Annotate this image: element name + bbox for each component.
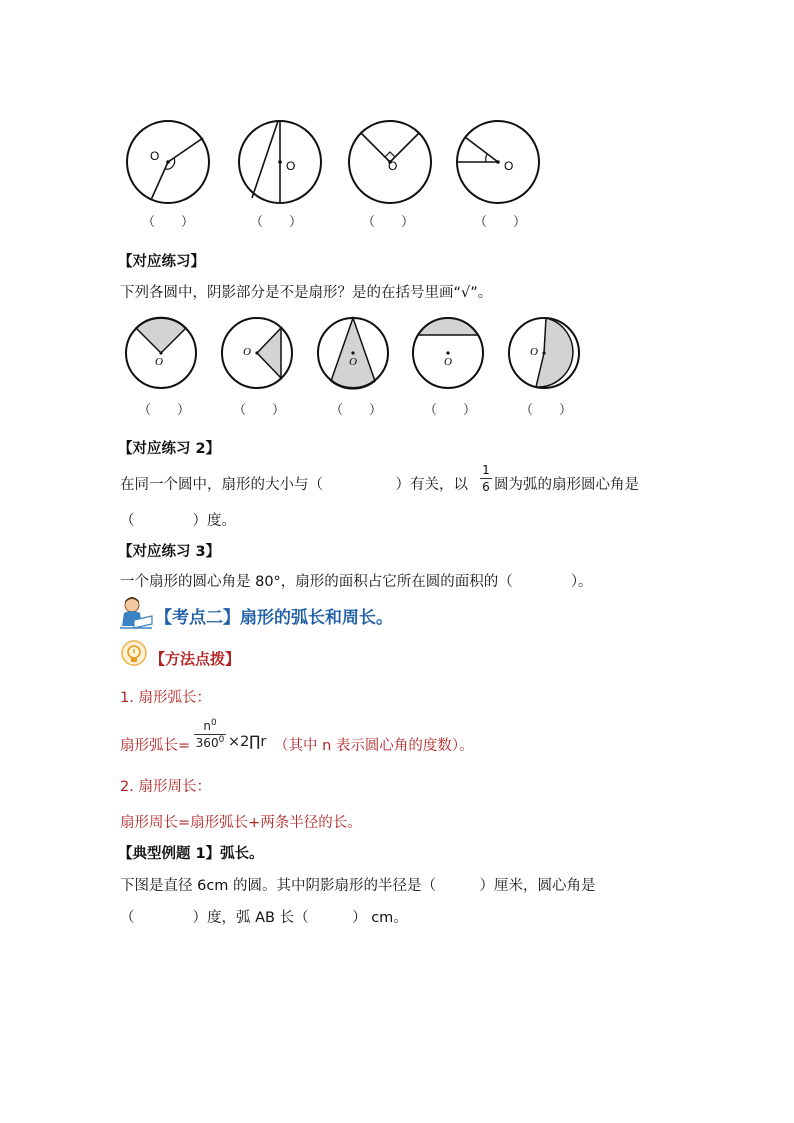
shaded-blank-3[interactable]: （ ） (330, 403, 383, 418)
fraction-numerator: 1 (482, 463, 490, 477)
exercise2-line2 (120, 509, 236, 530)
center-label: O (243, 346, 251, 358)
shaded-circle-2 (219, 315, 295, 391)
exercise3-answer-gap[interactable] (513, 574, 571, 590)
circle-figure-4 (454, 118, 542, 206)
example1-answer-gap-1[interactable] (436, 878, 480, 894)
shaded-blank-5[interactable]: （ ） (520, 403, 573, 418)
exercise-heading: 【对应练习】 (118, 254, 205, 270)
answer-blank-3[interactable]: （ ） (362, 215, 415, 230)
example1-text-line2-a: （ (120, 910, 135, 926)
exercise2-heading: 【对应练习 2】 (118, 441, 221, 457)
example1-text-a: 下图是直径 6cm 的圆。其中阴影扇形的半径是（ (120, 878, 437, 894)
example1-line2 (120, 906, 408, 927)
shaded-blank-2[interactable]: （ ） (233, 403, 286, 418)
exercise3-text-b: ）。 (570, 574, 593, 590)
shaded-circle-3 (315, 315, 391, 391)
exercise2-text-c: 圆为弧的扇形圆心角是 (494, 477, 639, 493)
circle-figure-2 (236, 118, 324, 206)
circle-figure-3 (346, 118, 434, 206)
shaded-circle-5 (506, 315, 582, 391)
answer-blank-1[interactable]: （ ） (142, 215, 195, 230)
kaodian2-title: 【考点二】扇形的弧长和周长。 (155, 608, 393, 628)
exercise2-text-line2-b: ）度。 (192, 513, 236, 529)
method-heading: 【方法点拨】 (150, 650, 241, 668)
formula-denominator-sup: 0 (218, 735, 225, 745)
answer-blank-2[interactable]: （ ） (250, 215, 303, 230)
exercise3-text-a: 一个扇形的圆心角是 80°，扇形的面积占它所在圆的面积的（ (120, 574, 513, 590)
method-item1-title: 1. 扇形弧长： (120, 690, 211, 706)
formula-denominator (194, 737, 226, 749)
exercise-instruction: 下列各圆中，阴影部分是不是扇形？是的在括号里画“√”。 (120, 285, 493, 301)
center-label: O (388, 159, 398, 173)
formula-fraction (194, 720, 226, 749)
method-item2-title: 2. 扇形周长： (120, 779, 211, 795)
example1-line1 (120, 874, 596, 895)
center-label: O (530, 346, 538, 358)
exercise3-heading: 【对应练习 3】 (118, 544, 221, 560)
shaded-blank-4[interactable]: （ ） (424, 403, 477, 418)
exercise2-text-b: ）有关，以 (395, 477, 468, 493)
exercise2-text-line2-a: （ (120, 513, 135, 529)
example1-text-line2-c: ） cm。 (352, 910, 408, 926)
example1-answer-gap-2[interactable] (135, 910, 193, 926)
exercise2-answer-gap-2[interactable] (135, 513, 193, 529)
one-sixth-fraction (480, 464, 492, 493)
exercise2-line1 (120, 473, 468, 494)
example1-text-b: ）厘米，圆心角是 (479, 878, 596, 894)
center-label: O (150, 149, 160, 163)
example1-text-line2-b: ）度，弧 AB 长（ (192, 910, 309, 926)
center-label: O (349, 356, 357, 368)
example1-answer-gap-3[interactable] (309, 910, 353, 926)
formula-numerator (194, 720, 226, 732)
example1-heading: 【典型例题 1】弧长。 (118, 846, 264, 862)
answer-blank-4[interactable]: （ ） (474, 215, 527, 230)
shaded-circle-1 (123, 315, 199, 391)
method-item2-text: 扇形周长=扇形弧长+两条半径的长。 (120, 815, 362, 831)
exercise2-answer-gap-1[interactable] (323, 477, 396, 493)
formula-numerator-base: n (203, 719, 211, 733)
shaded-blank-1[interactable]: （ ） (138, 403, 191, 418)
formula-numerator-sup: 0 (210, 718, 217, 728)
exercise3-line (120, 570, 593, 591)
fraction-bar (480, 478, 492, 479)
shaded-circle-4 (410, 315, 486, 391)
formula-denominator-base: 360 (195, 736, 219, 750)
center-label: O (504, 159, 514, 173)
formula-label: 扇形弧长= (120, 738, 191, 754)
center-label: O (286, 159, 296, 173)
fraction-denominator: 6 (482, 480, 490, 494)
student-reading-icon (118, 596, 154, 630)
exercise2-text-a: 在同一个圆中，扇形的大小与（ (120, 477, 323, 493)
lightbulb-icon (120, 640, 148, 670)
center-label: O (444, 356, 452, 368)
formula-note: （其中 n 表示圆心角的度数）。 (274, 738, 474, 754)
circle-figure-1 (124, 118, 212, 206)
formula-rest: ×2∏r (228, 734, 267, 750)
center-label: O (155, 356, 163, 368)
